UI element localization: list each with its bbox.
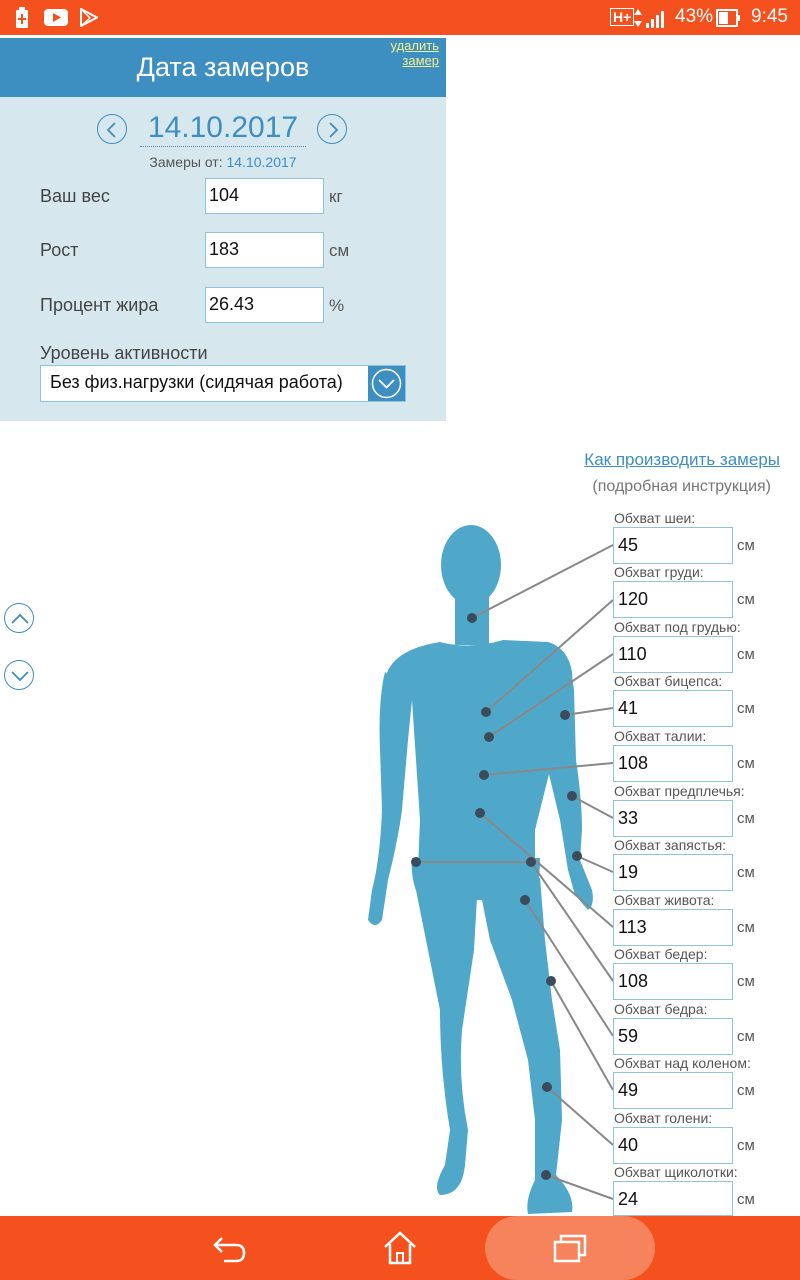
measurement-unit: см xyxy=(737,591,755,608)
body-silhouette xyxy=(368,525,593,1214)
battery-percent: 43% xyxy=(675,6,714,27)
wrist-input[interactable]: 19 xyxy=(613,854,733,891)
home-icon[interactable] xyxy=(382,1230,418,1266)
measurement-unit: см xyxy=(737,1191,755,1208)
biceps-input[interactable]: 41 xyxy=(613,690,733,727)
fat-label: Процент жира xyxy=(40,295,159,315)
measurement-unit: см xyxy=(737,1028,755,1045)
measurement-unit: см xyxy=(737,973,755,990)
measurement-label: Обхват предплечья: xyxy=(614,783,745,799)
how-to-measure-subtitle: (подробная инструкция) xyxy=(592,478,771,495)
current-date[interactable]: 14.10.2017 xyxy=(140,110,306,147)
measurement-label: Обхват груди: xyxy=(614,564,704,580)
recent-apps-icon[interactable] xyxy=(552,1232,588,1264)
belly-input[interactable]: 113 xyxy=(613,909,733,946)
measurement-unit: см xyxy=(737,755,755,772)
weight-label: Ваш вес xyxy=(40,186,110,206)
measurement-label: Обхват шеи: xyxy=(614,510,696,526)
waist-input[interactable]: 108 xyxy=(613,745,733,782)
measured-from-label: Замеры от: xyxy=(149,154,223,170)
measurement-label: Обхват щиколотки: xyxy=(614,1164,738,1180)
measurement-unit: см xyxy=(737,864,755,881)
network-type: H+ xyxy=(610,8,634,26)
delete-link-line1[interactable]: удалить xyxy=(390,38,439,53)
measured-from-value: 14.10.2017 xyxy=(226,154,297,170)
fat-unit: % xyxy=(329,296,345,315)
above-knee-input[interactable]: 49 xyxy=(613,1072,733,1109)
weight-input[interactable]: 104 xyxy=(205,178,324,214)
page-title: Дата замеров xyxy=(136,52,310,82)
delete-link-line2[interactable]: замер xyxy=(402,53,439,68)
hips-input[interactable]: 108 xyxy=(613,963,733,1000)
height-unit: см xyxy=(329,241,350,260)
measurement-unit: см xyxy=(737,1137,755,1154)
measurement-label: Обхват под грудью: xyxy=(614,619,741,635)
back-icon[interactable] xyxy=(212,1232,248,1264)
measurement-unit: см xyxy=(737,810,755,827)
measurement-label: Обхват голени: xyxy=(614,1110,713,1126)
measurement-unit: см xyxy=(737,700,755,717)
clock: 9:45 xyxy=(751,6,788,27)
measurement-label: Обхват бицепса: xyxy=(614,673,723,689)
weight-unit: кг xyxy=(329,187,343,206)
measurement-label: Обхват запястья: xyxy=(614,837,727,853)
height-label: Рост xyxy=(40,240,79,260)
ankle-input[interactable]: 24 xyxy=(613,1181,733,1216)
measurement-unit: см xyxy=(737,646,755,663)
neck-input[interactable]: 45 xyxy=(613,527,733,564)
how-to-measure-link[interactable]: Как производить замеры xyxy=(584,450,780,469)
activity-label: Уровень активности xyxy=(40,343,208,363)
fat-input[interactable]: 26.43 xyxy=(205,287,324,323)
activity-value[interactable]: Без физ.нагрузки (сидячая работа) xyxy=(50,372,343,392)
forearm-input[interactable]: 33 xyxy=(613,800,733,837)
measurement-label: Обхват живота: xyxy=(614,892,715,908)
measurement-unit: см xyxy=(737,537,755,554)
measurement-label: Обхват над коленом: xyxy=(614,1055,751,1071)
measurement-unit: см xyxy=(737,1082,755,1099)
measurement-label: Обхват бедра: xyxy=(614,1001,708,1017)
measurement-unit: см xyxy=(737,919,755,936)
underbust-input[interactable]: 110 xyxy=(613,636,733,673)
navigation-bar xyxy=(0,1216,800,1280)
thigh-input[interactable]: 59 xyxy=(613,1018,733,1055)
calf-input[interactable]: 40 xyxy=(613,1127,733,1164)
measurement-label: Обхват бедер: xyxy=(614,946,708,962)
measurement-label: Обхват талии: xyxy=(614,728,707,744)
height-input[interactable]: 183 xyxy=(205,232,324,268)
chest-input[interactable]: 120 xyxy=(613,581,733,618)
